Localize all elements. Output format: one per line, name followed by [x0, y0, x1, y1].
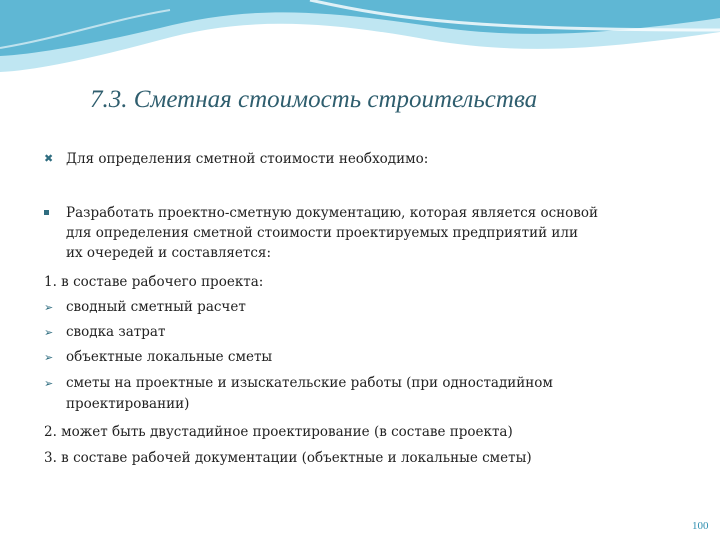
main-bullet-line-3: их очередей и составляется:: [66, 245, 271, 261]
x-bullet-icon: ✖: [44, 152, 54, 165]
arrow-bullet-icon: ➢: [44, 377, 54, 390]
main-bullet-line-2: для определения сметной стоимости проектируемых предприятий или: [66, 225, 578, 241]
item-3: 3. в составе рабочей документации (объектные и локальные сметы): [44, 450, 532, 466]
page-number: 100: [692, 520, 709, 532]
main-bullet-line-1: Разработать проектно-сметную документацию, которая является основой: [66, 205, 598, 221]
square-bullet-icon: [44, 210, 49, 215]
arrow-item: объектные локальные сметы: [66, 349, 273, 365]
slide-title: 7.3. Сметная стоимость строительства: [90, 86, 538, 113]
arrow-bullet-icon: ➢: [44, 351, 54, 364]
intro-text: Для определения сметной стоимости необходимо:: [66, 151, 429, 167]
arrow-bullet-icon: ➢: [44, 326, 54, 339]
arrow-item: сводный сметный расчет: [66, 299, 246, 315]
arrow-item: сводка затрат: [66, 324, 166, 340]
arrow-bullet-icon: ➢: [44, 301, 54, 314]
arrow-item-line-2: проектировании): [66, 396, 190, 412]
header-wave-decoration: [0, 0, 720, 90]
arrow-item-line-1: сметы на проектные и изыскательские работы (при одностадийном: [66, 375, 553, 391]
item-1: 1. в составе рабочего проекта:: [44, 274, 264, 290]
item-2: 2. может быть двустадийное проектирование (в составе проекта): [44, 424, 513, 440]
